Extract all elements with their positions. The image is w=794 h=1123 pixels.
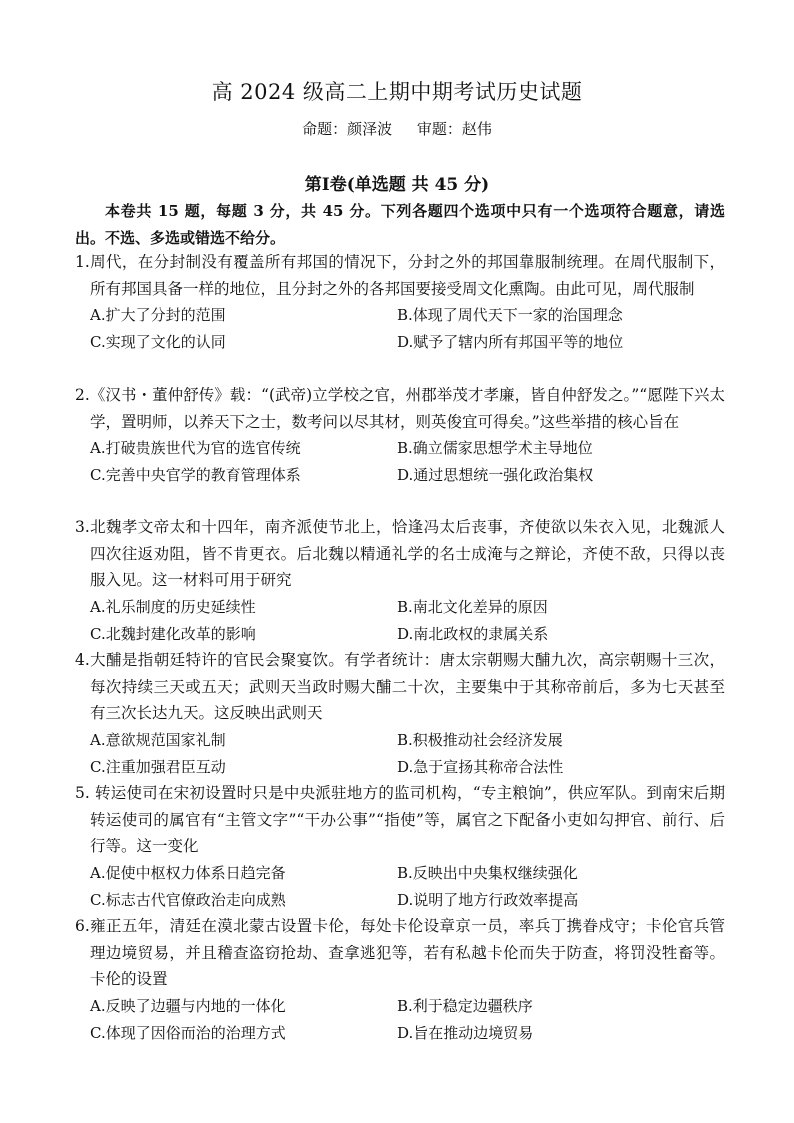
option-c: C.体现了因俗而治的治理方式 bbox=[90, 1023, 286, 1042]
option-b: B.反映出中央集权继续强化 bbox=[397, 863, 578, 882]
option-grid bbox=[75, 727, 725, 781]
option-b: B.确立儒家思想学术主导地位 bbox=[397, 439, 593, 457]
author-line bbox=[0, 118, 794, 139]
option-b: B.利于稳定边疆秩序 bbox=[397, 996, 533, 1015]
option-b: B.南北文化差异的原因 bbox=[397, 597, 548, 616]
option-c: C.注重加强君臣互动 bbox=[90, 757, 226, 776]
question-stem: 4.大酺是指朝廷特许的官民会聚宴饮。有学者统计：唐太宗朝赐大酺九次，高宗朝赐十三次，每次持续三天或五天；武则天当政时赐大酺二十次，主要集中于其称帝前后，多为七天甚至有三次长达九天。这反映出武则天 bbox=[75, 651, 725, 722]
option-a: A.扩大了分封的范围 bbox=[90, 306, 226, 324]
option-grid bbox=[75, 594, 725, 648]
option-d: D.通过思想统一强化政治集权 bbox=[397, 466, 594, 484]
option-b: B.体现了周代天下一家的治国理念 bbox=[397, 306, 623, 324]
option-d: D.赋予了辖内所有邦国平等的地位 bbox=[397, 333, 624, 351]
option-c: C.实现了文化的认同 bbox=[90, 333, 226, 351]
option-c: C.完善中央官学的教育管理体系 bbox=[90, 466, 301, 484]
question-stem: 2.《汉书・董仲舒传》载：“(武帝)立学校之官，州郡举茂才孝廉，皆自仲舒发之。”“愿陛下兴太学，置明师，以养天下之士，数考问以尽其材，则英俊宜可得矣。”这些举措的核心旨在 bbox=[75, 386, 725, 431]
option-b: B.积极推动社会经济发展 bbox=[397, 730, 563, 749]
option-d: D.急于宣扬其称帝合法性 bbox=[397, 757, 564, 776]
question-stem: 3.北魏孝文帝太和十四年，南齐派使节北上，恰逢冯太后丧事，齐使欲以朱衣入见，北魏派人四次往返劝阻，皆不肯更衣。后北魏以精通礼学的名士成淹与之辩论，齐使不敌，只得以丧服入见。这一材料可用于研究 bbox=[75, 518, 725, 589]
option-a: A.打破贵族世代为官的选官传统 bbox=[90, 439, 301, 457]
question-4 bbox=[75, 647, 725, 781]
option-a: A.促使中枢权力体系日趋完备 bbox=[90, 863, 286, 882]
question-6 bbox=[75, 913, 725, 1047]
question-2 bbox=[75, 382, 725, 489]
option-d: D.说明了地方行政效率提高 bbox=[397, 890, 579, 909]
question-stem: 5. 转运使司在宋初设置时只是中央派驻地方的监司机构，“专主粮饷”，供应军队。到南宋后期转运使司的属官有“主管文字”“干办公事”“指使”等，属官之下配备小吏如勾押官、前行、后行等。这一变化 bbox=[75, 784, 725, 855]
option-a: A.反映了边疆与内地的一体化 bbox=[90, 996, 286, 1015]
exam-title: 高 2024 级高二上期中期考试历史试题 bbox=[211, 80, 583, 104]
option-a: A.意欲规范国家礼制 bbox=[90, 730, 226, 749]
question-3 bbox=[75, 514, 725, 648]
option-c: C.北魏封建化改革的影响 bbox=[90, 624, 256, 643]
question-stem: 1.周代，在分封制没有覆盖所有邦国的情况下，分封之外的邦国靠服制统理。在周代服制下，所有邦国具备一样的地位，且分封之外的各邦国要接受周文化熏陶。由此可见，周代服制 bbox=[75, 253, 725, 298]
question-1 bbox=[75, 249, 725, 356]
option-grid bbox=[75, 302, 725, 356]
option-grid bbox=[75, 860, 725, 914]
option-c: C.标志古代官僚政治走向成熟 bbox=[90, 890, 286, 909]
option-a: A.礼乐制度的历史延续性 bbox=[90, 597, 256, 616]
question-stem: 6.雍正五年，清廷在漠北蒙古设置卡伦，每处卡伦设章京一员，率兵丁携眷戍守；卡伦官兵管理边境贸易，并且稽查盗窃抢劫、查拿逃犯等，若有私越卡伦而失于防查，将罚没牲畜等。卡伦的设置 bbox=[75, 917, 725, 988]
question-5 bbox=[75, 780, 725, 914]
option-grid bbox=[75, 435, 725, 489]
section-instructions: 本卷共 15 题，每题 3 分，共 45 分。下列各题四个选项中只有一个选项符合题意，请选出。不选、多选或错选不给分。 bbox=[75, 202, 725, 247]
reviewer-label: 审题：赵伟 bbox=[416, 120, 492, 138]
section-title: 第Ⅰ卷(单选题 共 45 分) bbox=[304, 175, 490, 195]
option-d: D.旨在推动边境贸易 bbox=[397, 1023, 534, 1042]
setter-label: 命题：颜泽波 bbox=[302, 120, 393, 138]
option-d: D.南北政权的隶属关系 bbox=[397, 624, 549, 643]
option-grid bbox=[75, 993, 725, 1047]
